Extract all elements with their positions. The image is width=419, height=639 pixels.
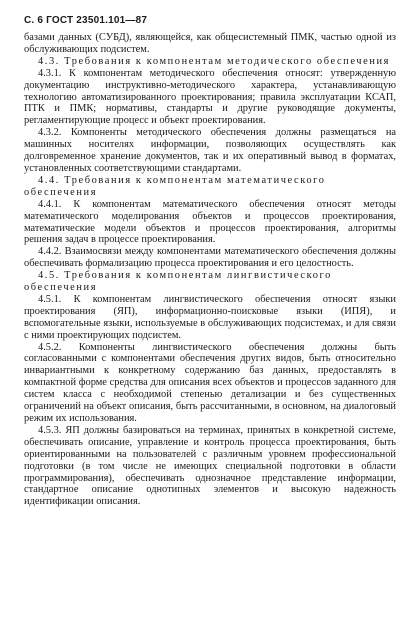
paragraph: 4.5.3. ЯП должны базироваться на терминах, принятых в конкретной системе, обеспечивать описание, управление и контроль процесса проектирования, быть ориентированными на пользователей с различным уровнем профессиональной подготовки (в том числе не имеющих специальной подготовки в области программирования), обеспечивать однозначное представление информации, стандартное описание однотипных элементов и высокую надежность идентификации описания. bbox=[24, 424, 396, 508]
paragraph: 4.4.2. Взаимосвязи между компонентами математического обеспечения должны обеспечивать формализацию процесса проектирования и его целостность. bbox=[24, 246, 396, 270]
page-header: С. 6 ГОСТ 23501.101—87 bbox=[24, 15, 148, 26]
paragraph: 4.4.1. К компонентам математического обеспечения относят методы математического моделирования объектов и процессов проектирования, математические модели объектов и процессов проектирования, алгоритмы решения задач в процессе проектирования. bbox=[24, 198, 396, 246]
document-page bbox=[24, 14, 396, 508]
document-body bbox=[24, 32, 396, 508]
paragraph: 4.3.1. К компонентам методического обеспечения относят: утвержденную документацию инструктивно-методического характера, устанавливающую технологию автоматизированного проектирования; правила эксплуатации КСАП, ПТК и ПМК; нормативы, стандарты и другие руководящие документы, регламентирующие процесс и объект проектирования. bbox=[24, 67, 396, 127]
paragraph: 4.5.2. Компоненты лингвистического обеспечения должны быть согласованными с компонентами обеспечения других видов, быть относительно инвариантными к конкретному содержанию баз данных, предоставлять в компактной форме средства для описания всех объектов и процессов заданного для систем класса с необходимой степенью детализации и без существенных ограничений на объект описания, быть рассчитанными, в основном, на диалоговый режим их использования. bbox=[24, 341, 396, 424]
paragraph: 4.5.1. К компонентам лингвистического обеспечения относят языки проектирования (ЯП), информационно-поисковые языки (ИПЯ), и вспомогательные языки, используемые в обслуживающих подсистемах, и для связи с ними проектирующих подсистем. bbox=[24, 293, 396, 341]
paragraph: базами данных (СУБД), являющейся, как общесистемный ПМК, частью одной из обслуживающих подсистем. bbox=[24, 32, 396, 55]
section-heading: 4.4. Требования к компонентам математического обеспечения bbox=[24, 174, 326, 198]
paragraph: 4.3.2. Компоненты методического обеспечения должны размещаться на машинных носителях информации, позволяющих осуществлять как долговременное хранение документов, так и их оперативный вывод в форматах, установленных соответствующими стандартами. bbox=[24, 127, 396, 174]
section-heading: 4.5. Требования к компонентам лингвистического обеспечения bbox=[24, 270, 332, 294]
section-heading: 4.3. Требования к компонентам методического обеспечения bbox=[38, 55, 391, 67]
